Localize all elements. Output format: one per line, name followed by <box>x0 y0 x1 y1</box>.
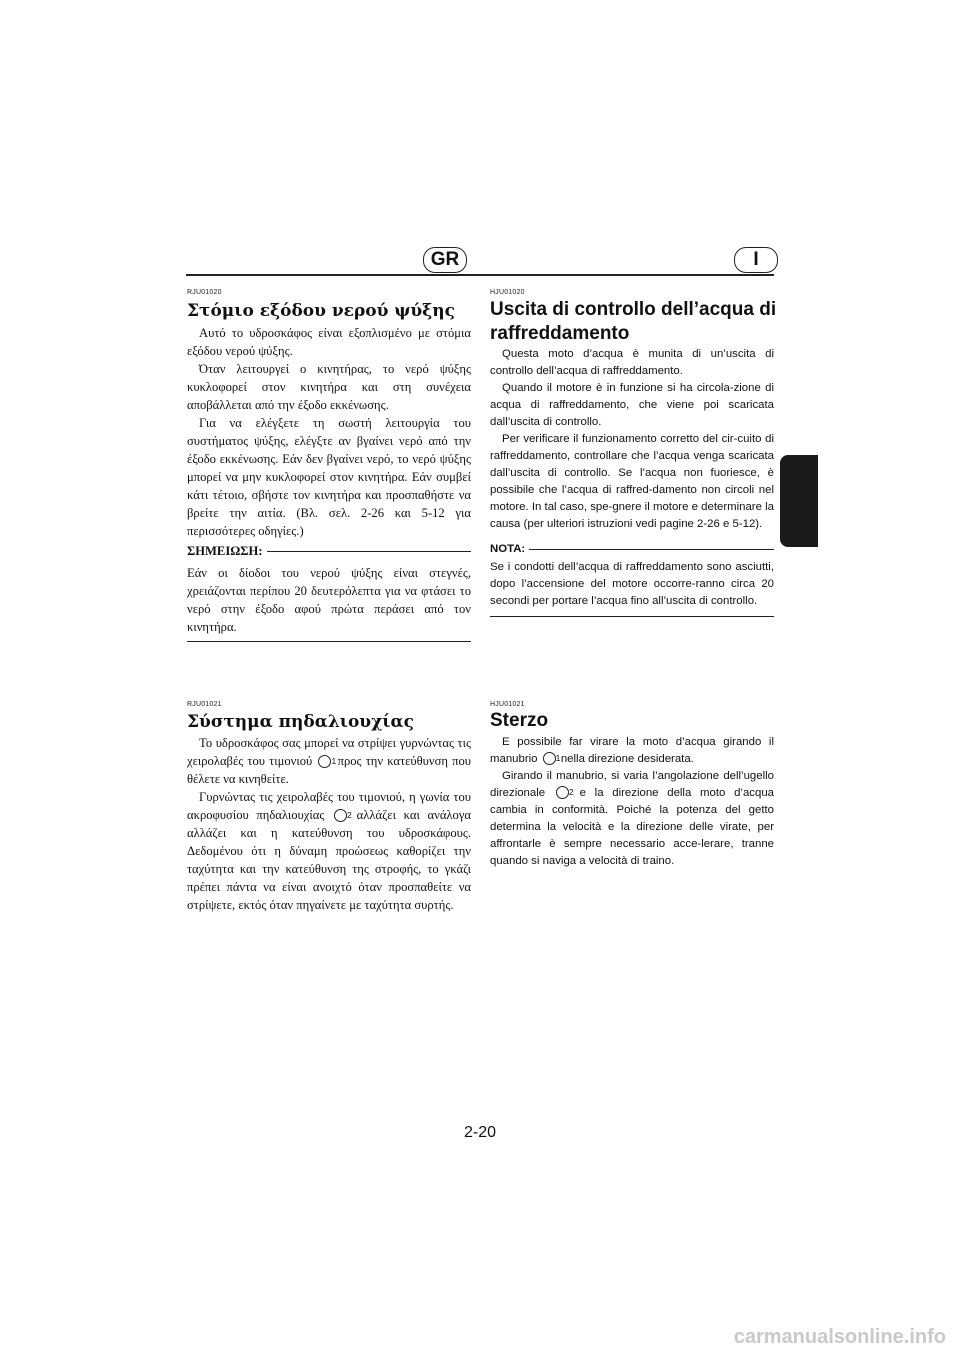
section-body-it-cooling-outlet <box>490 346 774 617</box>
paragraph: Per verificare il funzionamento corretto del cir-cuito di raffreddamento, controllare che l’acqua venga scaricata dall’uscita di controllo. Se l’acqua non fuoriesce, è possibile che l’acqua di raffred-damento non circoli nel motore. In tal caso, spe-gnere il motore e determinare la causa (per ulteriori istruzioni vedi pagine 2-26 e 5-12). <box>490 433 774 530</box>
note-rule <box>267 551 471 552</box>
section-tab-marker <box>780 455 818 547</box>
paragraph: Για να ελέγξετε τη σωστή λειτουργία του συστήματος ψύξης, ελέγξτε αν βγαίνει νερό από την έξοδο εκκένωσης. Εάν δεν βγαίνει νερό, το νερό ψύξης μπορεί να μην κυκλοφορεί στον κινητήρα. Εάν συμβεί κάτι τέτοιο, σβήστε τον κινητήρα και προσπαθήστε να βρείτε την αιτία. (Βλ. σελ. 2-26 και 5-12 για περισσότερες οδηγίες.) <box>187 416 471 538</box>
note-end-rule <box>187 641 471 642</box>
callout-number-2: 2 <box>334 809 347 822</box>
header-rule <box>186 274 774 276</box>
text-span: E possibile far virare la moto d’acqua girando il manubrio <box>490 736 774 765</box>
text-span: Το υδροσκάφος σας μπορεί να στρίψει γυρνώντας τις χειρολαβές του τιμονιού <box>187 736 471 768</box>
section-code-gr-2: RJU01021 <box>187 701 222 708</box>
section-title-it-steering: Sterzo <box>490 710 549 731</box>
callout-number-2: 2 <box>556 786 569 799</box>
title-line-2: raffreddamento <box>490 323 630 344</box>
section-code-it-2: HJU01021 <box>490 701 525 708</box>
callout-number-1: 1 <box>543 752 556 765</box>
text-span: προς την κατεύθυνση που θέλετε να κινηθείτε. <box>187 754 472 786</box>
note-rule <box>529 549 774 550</box>
text-span: nella direzione desiderata. <box>560 753 694 765</box>
paragraph: Questa moto d’acqua è munita di un’uscita di controllo dell’acqua di raffreddamento. <box>490 348 774 377</box>
paragraph <box>187 734 471 788</box>
paragraph: Αυτό το υδροσκάφος είναι εξοπλισμένο με στόμια εξόδου νερού ψύξης. <box>187 326 471 358</box>
section-body-gr-cooling-outlet <box>187 324 471 642</box>
language-badge-it: I <box>734 247 778 273</box>
section-code-gr-1: RJU01020 <box>187 289 222 296</box>
section-body-gr-steering <box>187 734 471 914</box>
paragraph <box>490 734 774 768</box>
note-header <box>490 541 774 558</box>
note-header <box>187 542 471 560</box>
paragraph <box>490 768 774 870</box>
paragraph <box>187 788 471 914</box>
section-code-it-1: HJU01020 <box>490 289 525 296</box>
section-title-gr-cooling-outlet: Στόμιο εξόδου νερού ψύξης <box>187 301 455 321</box>
note-text: Se i condotti dell’acqua di raffreddamento sono asciutti, dopo l’accensione del motore occorre-ranno circa 20 secondi per portare l’acqua fino all’uscita di controllo. <box>490 561 774 607</box>
text-span: αλλάζει και ανάλογα αλλάζει και η κατεύθυνση του υδροσκάφους. Δεδομένου ότι η δύναμη προώσεως καθορίζει την ταχύτητα και την κατεύθυνση της στροφής, το γκάζι πρέπει πάντα να είναι ανοιχτό όταν προσπαθείτε να στρίψετε, εκτός όταν πηγαίνετε με ταχύτητα συρτής. <box>187 808 471 912</box>
note-label: ΣΗΜΕΙΩΣΗ: <box>187 544 263 558</box>
note-end-rule <box>490 616 774 617</box>
page-number: 2-20 <box>463 1124 497 1141</box>
paragraph: Quando il motore è in funzione si ha circola-zione di acqua di raffreddamento, che viene poi scaricata dall’uscita di controllo. <box>490 382 774 428</box>
language-badge-gr: GR <box>423 247 467 273</box>
text-span: e la direzione della moto d’acqua cambia in conformità. Poiché la potenza del getto determina la velocità e la direzione delle virate, per affrontarle è sempre necessario acce-lerare, tranne quando si naviga a velocità di traino. <box>490 787 775 867</box>
title-line-1: Uscita di controllo dell’acqua di <box>490 299 777 320</box>
paragraph: Όταν λειτουργεί ο κινητήρας, το νερό ψύξης κυκλοφορεί στον κινητήρα και στη συνέχεια αποβάλλεται από την έξοδο εκκένωσης. <box>187 362 471 412</box>
footer-watermark: carmanualsonline.info <box>733 1326 946 1348</box>
section-body-it-steering <box>490 734 774 870</box>
section-title-gr-steering: Σύστημα πηδαλιουχίας <box>187 712 414 732</box>
note-label: NOTA: <box>490 543 526 555</box>
text-span: Girando il manubrio, si varia l’angolazione dell’ugello direzionale <box>490 770 774 799</box>
text-span: Γυρνώντας τις χειρολαβές του τιμονιού, η γωνία του ακροφυσίου πηδαλιουχίας <box>187 790 471 822</box>
section-title-it-cooling-outlet <box>490 298 776 346</box>
note-text: Εάν οι δίοδοι του νερού ψύξης είναι στεγνές, χρειάζονται περίπου 20 δευτερόλεπτα για να φτάσει το νερό στην έξοδο αφού πρώτα περάσει από τον κινητήρα. <box>187 566 471 634</box>
callout-number-1: 1 <box>318 755 331 768</box>
